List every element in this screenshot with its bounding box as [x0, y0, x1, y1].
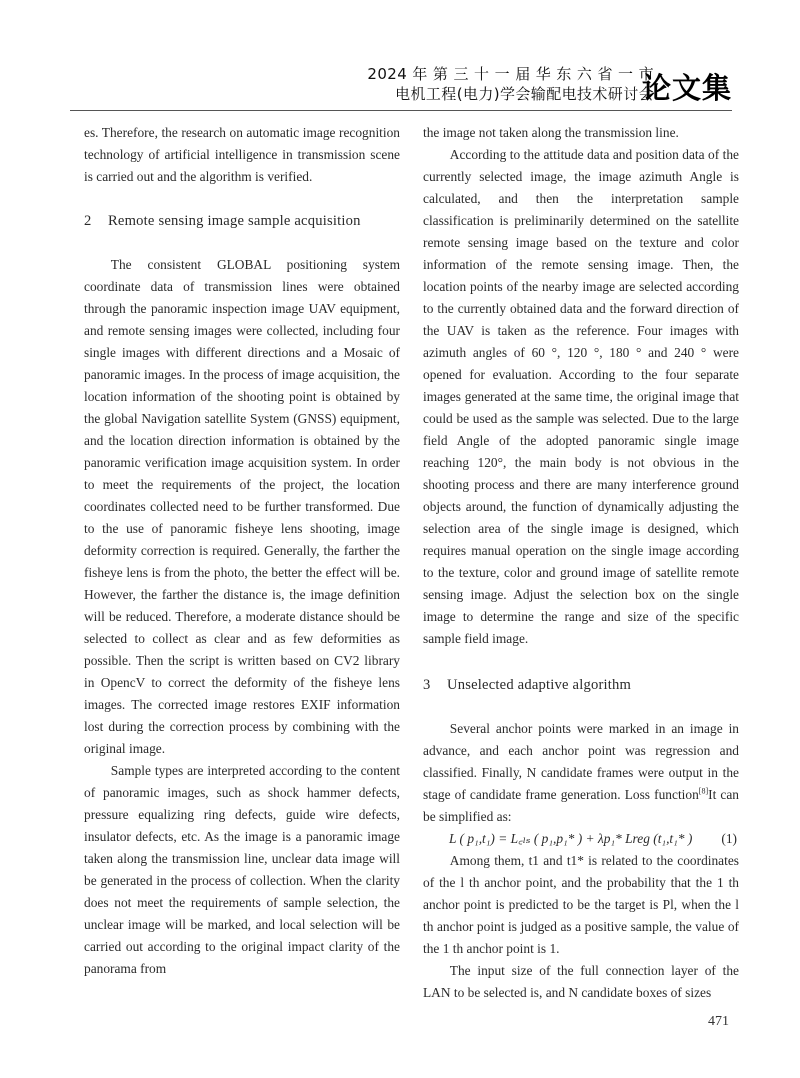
paragraph-text: It can be simplified as:: [423, 787, 740, 824]
page-header: [80, 64, 732, 109]
left-column: [84, 122, 400, 980]
paragraph: Among them, t1 and t1* is related to the coordinates of the l th anchor point, and the probability that the 1 th anchor point is predicted to be the target is Pl, when the l th anchor point is judged as a positive sample, the value of the 1 th anchor point is 1.: [423, 853, 739, 956]
paragraph: [423, 718, 739, 828]
equation-body: L ( p₁,t₁) = L꜀ₗₛ ( p₁,p₁* ) + λp₁* Lreg (t₁,t₁* ): [449, 831, 693, 846]
section-heading: [84, 210, 400, 232]
equation-number: (1): [721, 831, 737, 846]
paragraph: According to the attitude data and position data of the currently selected image, the image azimuth Angle is calculated, and then the interpretation sample classification is preliminarily determined on the satellite remote sensing image based on the texture and color information of the remote sensing image. Then, the location points of the nearby image are selected according to the currently obtained data and the forward direction of the UAV is taken as the reference. Four images with azimuth angles of 60 °, 120 °, 180 ° and 240 ° were opened for evaluation. According to the four separate images generated at the same time, the original image that could be used as the sample was selected. Due to the large field Angle of the adopted panoramic single image reaching 120°, the main body is not obvious in the shooting process and there are many interference ground objects around, the function of dynamically adjusting the selection area of the single image is designed, which requires manual operation on the single image according to the texture, color and ground image of satellite remote sensing image. Adjust the selection box on the single image to determine the range and size of the specific sample field image.: [423, 147, 739, 646]
section-title: Remote sensing image sample acquisition: [108, 213, 361, 229]
header-divider: [70, 110, 732, 111]
paragraph: The consistent GLOBAL positioning system coordinate data of transmission lines were obtained through the panoramic inspection image UAV equipment, and remote sensing images were collected, including four single images with different directions and a Mosaic of panoramic images. In the process of image acquisition, the location information of the shooting point is obtained by the global Navigation satellite System (GNSS) equipment, and the location direction information is obtained by the panoramic verification image acquisition system. In order to meet the requirements of the project, the location coordinates collected need to be further transformed. Due to the use of panoramic fisheye lens shooting, image deformity correction is required. Generally, the farther the fisheye lens is from the photo, the better the effect will be. However, the farther the distance is, the image definition will be reduced. Therefore, a moderate distance should be selected to collect as clear and as few deformities as possible. Then the script is written based on CV2 library in OpencV to correct the deformity of the fisheye lens images. The corrected image restores EXIF information lost during the correction process by combining with the original image.: [84, 257, 400, 756]
conference-line-1: 2024 年 第 三 十 一 届 华 东 六 省 一 市: [367, 65, 654, 83]
proceedings-brand: 论文集: [641, 71, 732, 105]
section-heading: [423, 674, 739, 696]
paragraph: The input size of the full connection layer of the LAN to be selected is, and N candidate boxes of sizes: [423, 963, 739, 1000]
citation-ref: [8]: [698, 786, 709, 796]
right-column: [423, 122, 739, 1004]
section-title: Unselected adaptive algorithm: [447, 677, 632, 693]
paragraph: Sample types are interpreted according to the content of panoramic images, such as shock hammer defects, pressure equalizing ring defects, guide wire defects, insulator defects, etc. As the image is a panoramic image taken along the transmission line, unclear data image will be generated in the process of collection. When the clarity does not meet the requirements of sample selection, the unclear image will be marked, and local selection will be carried out according to the original impact clarity of the panorama from: [84, 763, 400, 976]
equation: [423, 828, 739, 850]
paragraph: es. Therefore, the research on automatic image recognition technology of artificial intelligence in transmission scene is carried out and the algorithm is verified.: [84, 125, 400, 184]
section-number: 2: [84, 213, 92, 229]
conference-name: [367, 64, 654, 104]
page-number: 471: [708, 1014, 729, 1029]
conference-line-2: 电机工程(电力)学会输配电技术研讨会: [395, 85, 654, 103]
paragraph-text: Several anchor points were marked in an image in advance, and each anchor point was regression and classified. Finally, N candidate frames were output in the stage of candidate frame generation. Loss function: [423, 721, 739, 802]
section-number: 3: [423, 677, 431, 693]
paragraph: the image not taken along the transmission line.: [423, 125, 679, 140]
